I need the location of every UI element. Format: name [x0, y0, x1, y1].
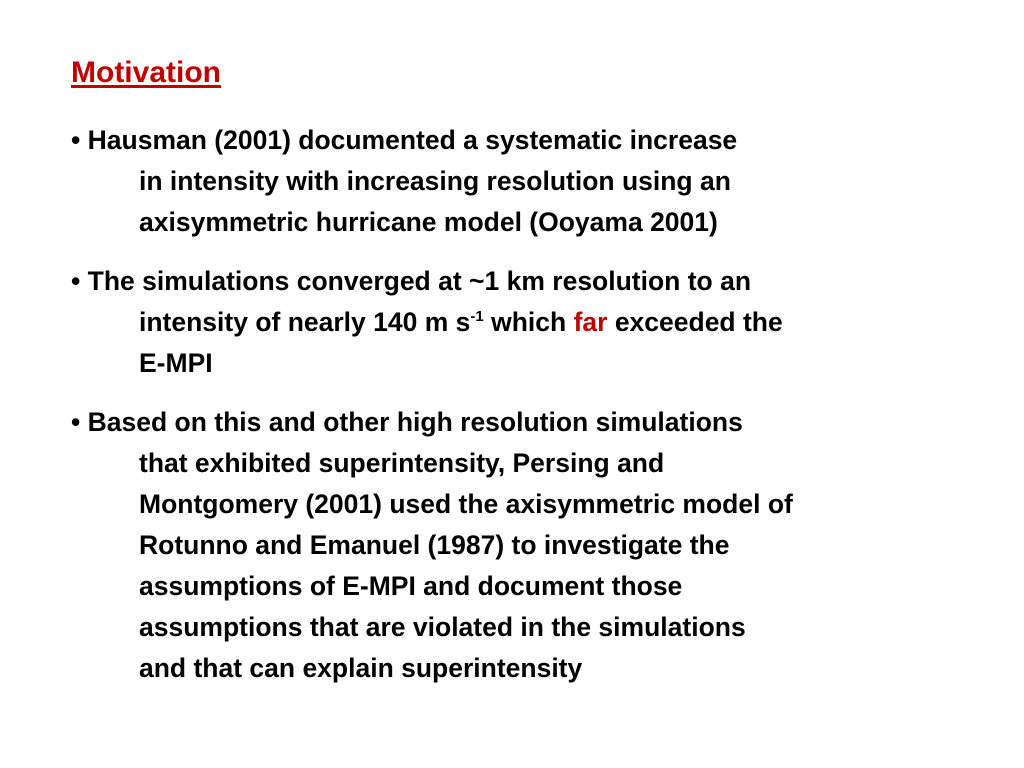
bullet-line: Montgomery (2001) used the axisymmetric model of: [139, 489, 793, 519]
bullet-hausman: [71, 120, 991, 243]
bullet-line: that exhibited superintensity, Persing and: [139, 448, 665, 478]
bullet-line: • Based on this and other high resolution simulations: [71, 407, 743, 437]
which-text: which: [483, 307, 574, 337]
bullet-line: • Hausman (2001) documented a systematic increase: [71, 125, 738, 155]
bullet-persing-montgomery: [71, 402, 991, 689]
bullet-line: assumptions of E-MPI and document those: [139, 571, 683, 601]
emphasis-far: far: [573, 307, 608, 337]
unit-exponent: -1: [470, 308, 484, 325]
bullet-line: assumptions that are violated in the simulations: [139, 612, 746, 642]
bullet-line: in intensity with increasing resolution using an: [139, 166, 731, 196]
bullet-convergence: [71, 261, 991, 384]
bullet-line: axisymmetric hurricane model (Ooyama 2001): [139, 207, 718, 237]
bullet-list: [71, 120, 991, 707]
bullet-line: [105, 302, 991, 343]
exceeded-text: exceeded the: [607, 307, 783, 337]
bullet-line: • The simulations converged at ~1 km resolution to an: [71, 266, 752, 296]
intensity-text: intensity of nearly 140 m s: [139, 307, 471, 337]
slide-title: Motivation: [71, 56, 221, 89]
bullet-line: Rotunno and Emanuel (1987) to investigate the: [139, 530, 730, 560]
bullet-line: and that can explain superintensity: [139, 653, 583, 683]
bullet-line: E-MPI: [139, 348, 213, 378]
